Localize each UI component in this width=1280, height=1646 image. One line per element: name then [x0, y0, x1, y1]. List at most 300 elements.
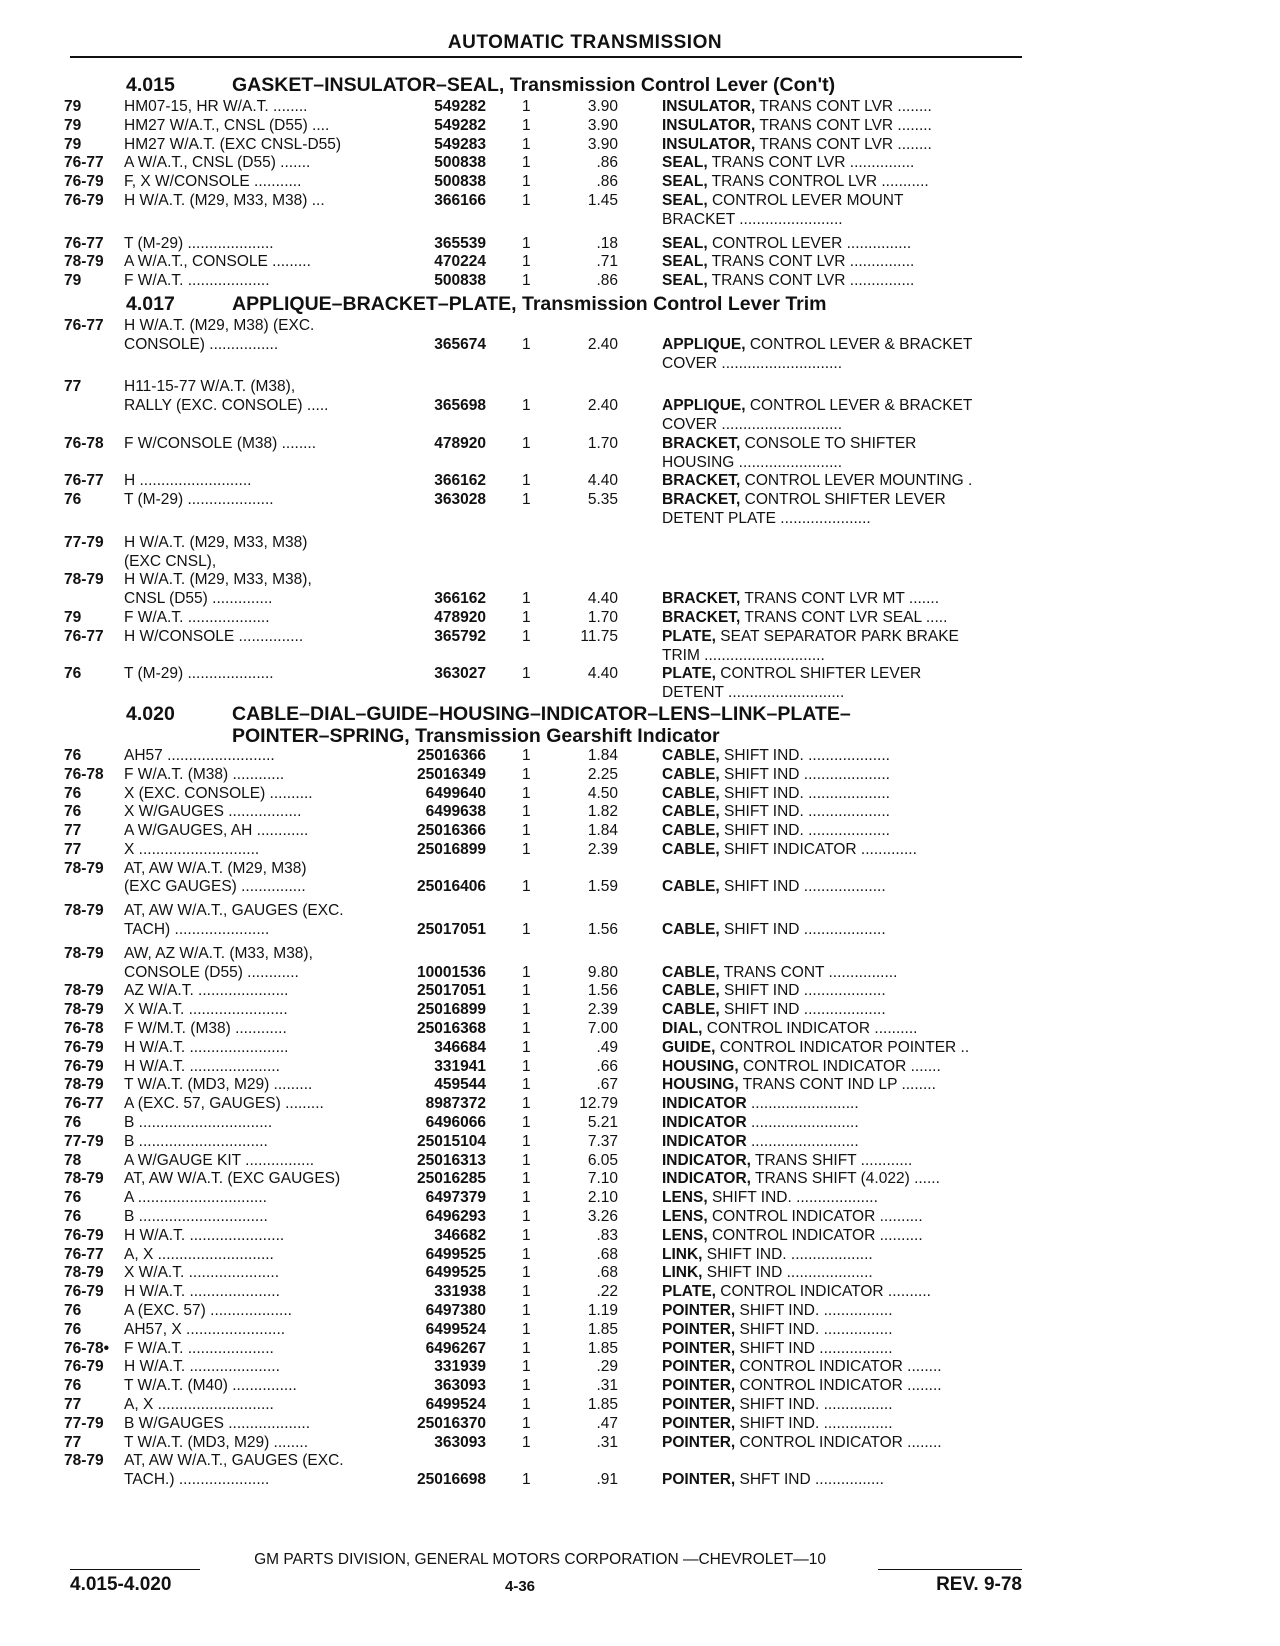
list-price: 7.37	[587, 1132, 618, 1150]
application: T (M-29) ....................	[124, 491, 274, 509]
part-row	[64, 921, 1030, 940]
part-name: POINTER,	[662, 1358, 736, 1376]
application: F W/A.T. ....................	[124, 1339, 274, 1357]
part-detail: SHIFT IND. ...................	[719, 822, 890, 840]
part-detail: TRANS CONT LVR ...............	[707, 253, 915, 271]
part-detail: CONTROL INDICATOR POINTER ..	[715, 1038, 970, 1056]
quantity: 1	[522, 627, 531, 645]
part-number: 500838	[434, 173, 486, 191]
part-number: 346684	[434, 1038, 486, 1056]
part-row	[64, 1152, 1030, 1171]
quantity: 1	[522, 746, 531, 764]
part-number: 365792	[434, 627, 486, 645]
quantity: 1	[522, 878, 531, 896]
quantity: 1	[522, 1208, 531, 1226]
part-description	[662, 1246, 1042, 1265]
application: T W/A.T. (MD3, M29) .........	[124, 1076, 313, 1094]
part-name: POINTER,	[662, 1339, 736, 1357]
part-row	[64, 628, 1030, 647]
part-description	[662, 1095, 1042, 1114]
part-row	[64, 117, 1030, 136]
part-name: LINK,	[662, 1264, 703, 1282]
part-description	[662, 1302, 1042, 1321]
part-detail: CONTROL LEVER MOUNT	[707, 191, 904, 209]
part-name: PLATE,	[662, 665, 716, 683]
part-detail: DETENT PLATE .....................	[662, 509, 871, 527]
part-number: 366162	[434, 590, 486, 608]
part-number: 365698	[434, 397, 486, 415]
quantity: 1	[522, 1396, 531, 1413]
part-row	[64, 98, 1030, 117]
part-number: 25016370	[417, 1414, 486, 1432]
part-name: BRACKET,	[662, 590, 741, 608]
model-year: 79	[64, 98, 82, 115]
part-row	[64, 272, 1030, 291]
part-description	[662, 785, 1042, 804]
list-price: 1.70	[587, 434, 618, 452]
part-name: INDICATOR	[662, 1132, 747, 1150]
quantity: 1	[522, 1076, 531, 1094]
part-description	[662, 117, 1042, 136]
application: F W/A.T. ...................	[124, 608, 270, 626]
model-year: 76	[64, 1114, 82, 1132]
part-number: 25016313	[417, 1151, 486, 1169]
application: AW, AZ W/A.T. (M33, M38),	[124, 944, 313, 962]
part-row	[64, 355, 1030, 374]
application: T (M-29) ....................	[124, 234, 274, 252]
part-detail: SHIFT IND ...................	[719, 921, 886, 939]
part-detail: SHIFT IND ....................	[719, 765, 890, 783]
part-row	[64, 1189, 1030, 1208]
application: T W/A.T. (M40) ...............	[124, 1377, 297, 1395]
application: T W/A.T. (MD3, M29) ........	[124, 1433, 309, 1451]
model-year: 78-79	[64, 253, 104, 271]
quantity: 1	[522, 1020, 531, 1038]
part-detail: SHIFT IND. ................	[735, 1396, 893, 1413]
part-row	[64, 860, 1030, 879]
model-year: 76-77	[64, 234, 104, 252]
list-price: .31	[596, 1377, 618, 1395]
part-detail: SHIFT IND. ...................	[719, 746, 890, 764]
application: B W/GAUGES ...................	[124, 1414, 311, 1432]
part-name: CABLE,	[662, 746, 720, 764]
part-name: POINTER,	[662, 1433, 736, 1451]
part-number: 25016899	[417, 840, 486, 858]
quantity: 1	[522, 1283, 531, 1301]
list-price: .68	[596, 1264, 618, 1282]
part-number: 6499525	[425, 1264, 486, 1282]
part-row	[64, 982, 1030, 1001]
part-detail: SHIFT IND. ................	[735, 1302, 893, 1320]
part-description	[662, 1208, 1042, 1227]
part-number: 25017051	[417, 982, 486, 1000]
part-description	[662, 1283, 1042, 1302]
quantity: 1	[522, 1339, 531, 1357]
part-row	[64, 435, 1030, 454]
footer-rule-left	[70, 1569, 200, 1570]
footer-revision: REV. 9-78	[936, 1574, 1022, 1595]
part-name: GUIDE,	[662, 1038, 716, 1056]
model-year: 76	[64, 746, 82, 764]
quantity: 1	[522, 1433, 531, 1451]
part-name: PLATE,	[662, 627, 716, 645]
part-row	[64, 1076, 1030, 1095]
part-row	[64, 822, 1030, 841]
part-row	[64, 1283, 1030, 1302]
application: H W/A.T. (M29, M38) (EXC.	[124, 316, 315, 334]
part-name: INSULATOR,	[662, 116, 756, 134]
part-row	[64, 235, 1030, 254]
application: H W/A.T. (M29, M33, M38) ...	[124, 191, 325, 209]
part-detail: SHIFT INDICATOR .............	[719, 840, 917, 858]
part-name: BRACKET,	[662, 434, 741, 452]
list-price: .67	[596, 1076, 618, 1094]
quantity: 1	[522, 1151, 531, 1169]
part-detail: SHIFT IND. ................	[735, 1320, 893, 1338]
part-row	[64, 317, 1030, 336]
part-number: 365674	[434, 335, 486, 353]
part-detail: COVER ............................	[662, 415, 843, 433]
quantity: 1	[522, 434, 531, 452]
part-name: LENS,	[662, 1208, 708, 1226]
part-row	[64, 472, 1030, 491]
part-row	[64, 1377, 1030, 1396]
part-detail: BRACKET ........................	[662, 210, 843, 228]
application: AZ W/A.T. .....................	[124, 982, 289, 1000]
part-number: 6499524	[425, 1320, 486, 1338]
part-description	[662, 272, 1042, 291]
part-description	[662, 1264, 1042, 1283]
part-description	[662, 590, 1042, 609]
footer-rule-right	[878, 1569, 1022, 1570]
model-year: 79	[64, 116, 82, 134]
application: HM27 W/A.T. (EXC CNSL-D55)	[124, 135, 342, 153]
part-description	[662, 510, 1042, 529]
part-detail: HOUSING ........................	[662, 453, 842, 471]
model-year: 76-77	[64, 472, 104, 490]
section-title: CABLE–DIAL–GUIDE–HOUSING–INDICATOR–LENS–LINK–PLATE–	[232, 702, 851, 725]
model-year: 77	[64, 1433, 82, 1451]
part-description	[662, 98, 1042, 117]
part-detail: SHIFT IND ....................	[702, 1264, 873, 1282]
part-name: LENS,	[662, 1226, 708, 1244]
application: AT, AW W/A.T., GAUGES (EXC.	[124, 1452, 344, 1470]
quantity: 1	[522, 1226, 531, 1244]
application: AH57, X .......................	[124, 1320, 286, 1338]
part-detail: .........................	[746, 1132, 859, 1150]
part-row	[64, 1340, 1030, 1359]
application: TACH.) .....................	[124, 1471, 270, 1489]
part-row	[64, 647, 1030, 666]
list-price: .18	[596, 234, 618, 252]
part-description	[662, 1358, 1042, 1377]
quantity: 1	[522, 154, 531, 172]
part-name: CABLE,	[662, 784, 720, 802]
part-description	[662, 647, 1042, 666]
part-description	[662, 454, 1042, 473]
application: HM27 W/A.T., CNSL (D55) ....	[124, 116, 330, 134]
application: CNSL (D55) ..............	[124, 590, 273, 608]
part-row	[64, 378, 1030, 397]
model-year: 79	[64, 272, 82, 290]
part-name: SEAL,	[662, 253, 708, 271]
part-name: SEAL,	[662, 173, 708, 191]
part-row	[64, 1133, 1030, 1152]
part-row	[64, 1039, 1030, 1058]
part-detail: SHFT IND ................	[735, 1471, 884, 1489]
part-description	[662, 1471, 1042, 1490]
quantity: 1	[522, 1095, 531, 1113]
part-number: 25016366	[417, 746, 486, 764]
part-number: 363093	[434, 1433, 486, 1451]
part-name: CABLE,	[662, 822, 720, 840]
part-detail: CONTROL SHIFTER LEVER	[740, 491, 946, 509]
part-description	[662, 841, 1042, 860]
part-number: 363028	[434, 491, 486, 509]
part-detail: CONTROL INDICATOR ..........	[707, 1208, 923, 1226]
part-description	[662, 1114, 1042, 1133]
list-price: 2.25	[587, 765, 618, 783]
list-price: 12.79	[579, 1095, 618, 1113]
model-year: 76-79	[64, 1038, 104, 1056]
part-description	[662, 684, 1042, 703]
part-description	[662, 822, 1042, 841]
part-row	[64, 154, 1030, 173]
list-price: 1.82	[587, 803, 618, 821]
model-year: 78-79	[64, 1001, 104, 1019]
part-detail: CONTROL INDICATOR ........	[735, 1358, 942, 1376]
quantity: 1	[522, 1320, 531, 1338]
part-number: 500838	[434, 272, 486, 290]
application: B ..............................	[124, 1208, 268, 1226]
part-row	[64, 1246, 1030, 1265]
part-detail: SHIFT IND .................	[735, 1339, 893, 1357]
model-year: 76-77	[64, 316, 104, 334]
section-title: APPLIQUE–BRACKET–PLATE, Transmission Control Lever Trim	[232, 292, 827, 315]
list-price: .91	[596, 1471, 618, 1489]
application: B ...............................	[124, 1114, 273, 1132]
quantity: 1	[522, 1377, 531, 1395]
part-name: POINTER,	[662, 1414, 736, 1432]
part-row	[64, 964, 1030, 983]
part-row	[64, 1358, 1030, 1377]
part-row	[64, 416, 1030, 435]
part-number: 6496066	[425, 1114, 486, 1132]
part-detail: TRANS CONT LVR ...............	[707, 272, 915, 290]
model-year: 78-79	[64, 1076, 104, 1094]
model-year: 76	[64, 803, 82, 821]
part-name: POINTER,	[662, 1396, 736, 1413]
model-year: 78-79	[64, 1264, 104, 1282]
part-row	[64, 1227, 1030, 1246]
quantity: 1	[522, 608, 531, 626]
model-year: 76-79	[64, 1358, 104, 1376]
part-number: 6499640	[425, 784, 486, 802]
part-number: 6499524	[425, 1396, 486, 1413]
part-number: 25016349	[417, 765, 486, 783]
part-row	[64, 136, 1030, 155]
part-row	[64, 336, 1030, 355]
application: X W/A.T. .......................	[124, 1001, 288, 1019]
part-description	[662, 878, 1042, 897]
quantity: 1	[522, 335, 531, 353]
part-number: 331941	[434, 1057, 486, 1075]
application: A W/A.T., CNSL (D55) .......	[124, 154, 311, 172]
part-detail: .........................	[746, 1095, 859, 1113]
part-row	[64, 803, 1030, 822]
application: H W/A.T. .....................	[124, 1358, 280, 1376]
application: H W/A.T. .....................	[124, 1283, 280, 1301]
part-row	[64, 1302, 1030, 1321]
part-detail: TRANS CONT IND LP ........	[738, 1076, 936, 1094]
part-description	[662, 355, 1042, 374]
application: AT, AW W/A.T. (M29, M38)	[124, 859, 307, 877]
part-row	[64, 1170, 1030, 1189]
model-year: 76-77	[64, 1245, 104, 1263]
part-detail: TRANS CONT LVR ........	[755, 116, 932, 134]
list-price: 1.45	[587, 191, 618, 209]
quantity: 1	[522, 491, 531, 509]
application: X W/GAUGES .................	[124, 803, 302, 821]
quantity: 1	[522, 840, 531, 858]
part-description	[662, 609, 1042, 628]
application: F W/M.T. (M38) ............	[124, 1020, 287, 1038]
list-price: .49	[596, 1038, 618, 1056]
part-detail: CONTROL INDICATOR ........	[735, 1377, 942, 1395]
part-row	[64, 1264, 1030, 1283]
part-number: 366162	[434, 472, 486, 490]
part-number: 6499638	[425, 803, 486, 821]
part-number: 470224	[434, 253, 486, 271]
part-detail: TRANS CONTROL LVR ...........	[707, 173, 929, 191]
part-description	[662, 491, 1042, 510]
application: HM07-15, HR W/A.T. ........	[124, 98, 308, 115]
part-name: PLATE,	[662, 1283, 716, 1301]
part-name: CABLE,	[662, 1001, 720, 1019]
model-year: 76-79	[64, 1057, 104, 1075]
part-detail: CONSOLE TO SHIFTER	[740, 434, 917, 452]
list-price: 5.21	[587, 1114, 618, 1132]
quantity: 1	[522, 1057, 531, 1075]
part-row	[64, 1321, 1030, 1340]
part-number: 25016368	[417, 1020, 486, 1038]
part-name: CABLE,	[662, 840, 720, 858]
model-year: 76-78•	[64, 1339, 110, 1357]
model-year: 79	[64, 608, 82, 626]
part-name: CABLE,	[662, 921, 720, 939]
part-name: SEAL,	[662, 234, 708, 252]
part-number: 478920	[434, 608, 486, 626]
part-description	[662, 1340, 1042, 1359]
application: H W/A.T. .....................	[124, 1057, 280, 1075]
part-name: INDICATOR	[662, 1095, 747, 1113]
part-number: 331938	[434, 1283, 486, 1301]
list-price: .47	[596, 1414, 618, 1432]
part-description	[662, 766, 1042, 785]
part-name: APPLIQUE,	[662, 397, 746, 415]
part-name: DIAL,	[662, 1020, 703, 1038]
part-description	[662, 397, 1042, 416]
quantity: 1	[522, 1189, 531, 1207]
part-name: INSULATOR,	[662, 135, 756, 153]
part-row	[64, 590, 1030, 609]
part-description	[662, 211, 1042, 230]
quantity: 1	[522, 234, 531, 252]
part-row	[64, 491, 1030, 510]
part-row	[64, 192, 1030, 211]
application: CONSOLE) ................	[124, 335, 279, 353]
list-price: 3.90	[587, 98, 618, 115]
part-description	[662, 665, 1042, 684]
list-price: 1.19	[587, 1302, 618, 1320]
part-number: 363093	[434, 1377, 486, 1395]
list-price: 4.40	[587, 665, 618, 683]
application: A, X ...........................	[124, 1245, 274, 1263]
footer-corporation: GM PARTS DIVISION, GENERAL MOTORS CORPORATION —CHEVROLET—10	[254, 1551, 826, 1568]
part-name: SEAL,	[662, 272, 708, 290]
model-year: 76-79	[64, 1226, 104, 1244]
part-name: CABLE,	[662, 963, 720, 981]
part-detail: TRANS CONT LVR MT .......	[740, 590, 940, 608]
section-number: 4.020	[126, 702, 175, 725]
part-row	[64, 609, 1030, 628]
part-name: INDICATOR,	[662, 1170, 751, 1188]
part-name: BRACKET,	[662, 472, 741, 490]
part-row	[64, 571, 1030, 590]
header-rule	[70, 56, 1022, 58]
part-detail: TRANS SHIFT (4.022) ......	[750, 1170, 940, 1188]
list-price: .86	[596, 173, 618, 191]
part-number: 6497380	[425, 1302, 486, 1320]
quantity: 1	[522, 803, 531, 821]
model-year: 77	[64, 378, 82, 396]
list-price: 2.10	[587, 1189, 618, 1207]
part-description	[662, 1415, 1042, 1434]
part-description	[662, 1076, 1042, 1095]
part-number: 6497379	[425, 1189, 486, 1207]
part-row	[64, 902, 1030, 921]
part-detail: .........................	[746, 1114, 859, 1132]
part-detail: TRANS CONT LVR ........	[755, 135, 932, 153]
application: AT, AW W/A.T. (EXC GAUGES)	[124, 1170, 341, 1188]
part-number: 6496293	[425, 1208, 486, 1226]
quantity: 1	[522, 272, 531, 290]
part-description	[662, 154, 1042, 173]
list-price: .68	[596, 1245, 618, 1263]
quantity: 1	[522, 1471, 531, 1489]
section-heading	[64, 291, 1030, 317]
part-number: 25016698	[417, 1471, 486, 1489]
part-name: HOUSING,	[662, 1057, 739, 1075]
part-description	[662, 253, 1042, 272]
part-description	[662, 235, 1042, 254]
part-name: BRACKET,	[662, 608, 741, 626]
part-row	[64, 1415, 1030, 1434]
part-description	[662, 416, 1042, 435]
part-row	[64, 684, 1030, 703]
part-name: SEAL,	[662, 191, 708, 209]
part-description	[662, 1039, 1042, 1058]
part-detail: CONTROL INDICATOR ..........	[707, 1226, 923, 1244]
part-description	[662, 921, 1042, 940]
part-name: POINTER,	[662, 1302, 736, 1320]
part-detail: TRANS CONT LVR SEAL .....	[740, 608, 948, 626]
model-year: 76-79	[64, 191, 104, 209]
part-name: INSULATOR,	[662, 98, 756, 115]
part-number: 25015104	[417, 1132, 486, 1150]
application: X (EXC. CONSOLE) ..........	[124, 784, 313, 802]
list-price: 5.35	[587, 491, 618, 509]
